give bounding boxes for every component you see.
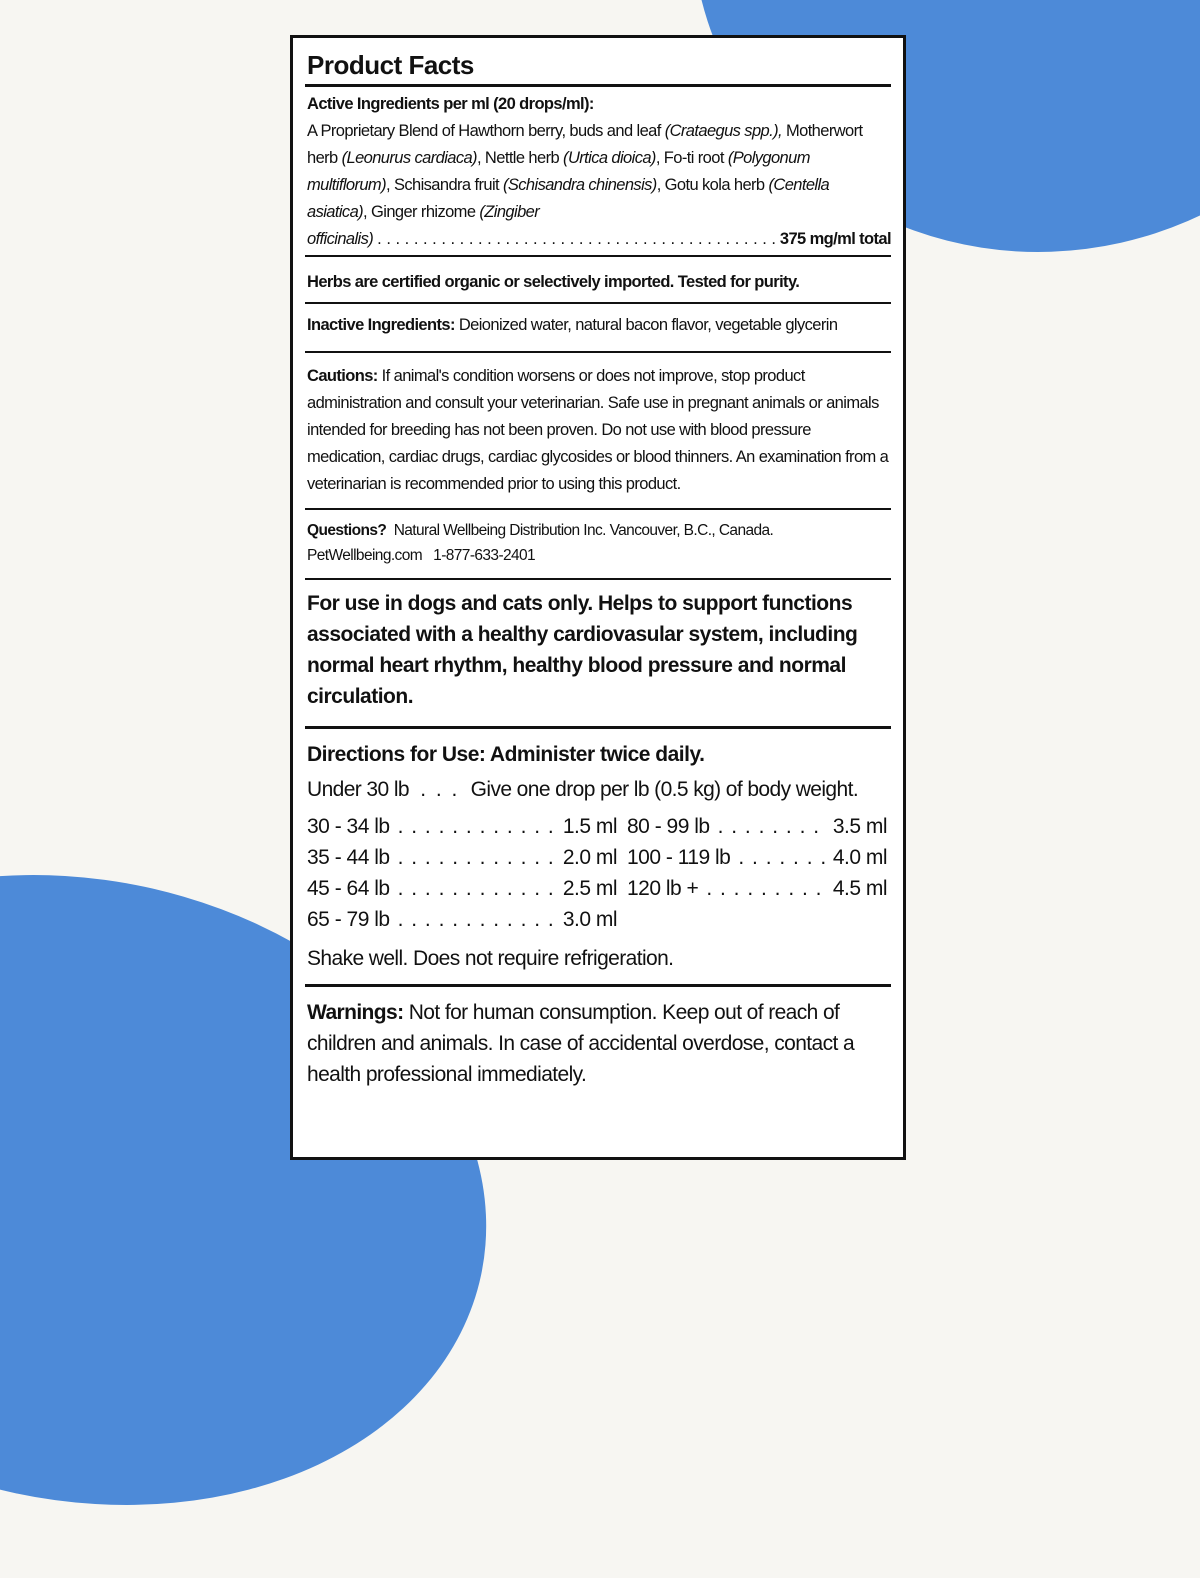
dosage-volume: 2.0 ml	[562, 846, 617, 869]
under-weight-text: Give one drop per lb (0.5 kg) of body weight.	[470, 778, 859, 801]
ingredient-text: , Ginger rhizome	[363, 203, 480, 221]
directions-heading: Directions for Use: Administer twice daily.	[307, 743, 705, 766]
ingredient-text: , Nettle herb	[476, 149, 564, 167]
questions-label: Questions?	[307, 522, 387, 539]
phone-number: 1-877-633-2401	[433, 547, 536, 564]
dosage-table	[307, 811, 891, 935]
divider	[305, 984, 891, 987]
dosage-volume: 4.0 ml	[832, 846, 887, 869]
ingredient-latin: (Polygonum multiflorum)	[307, 149, 810, 194]
dosage-row	[307, 811, 617, 842]
leader-dots	[738, 842, 824, 873]
leader-dots	[398, 842, 555, 873]
inactive-ingredients	[307, 312, 891, 339]
cautions-text: If animal's condition worsens or does not improve, stop product administration and consult your veterinarian. Safe use in pregnant animals or animals intended for breeding has not been proven. Do not use with blood pressure medication, cardiac drugs, cardiac glycosides or blood thinners. An examination from a veterinarian is recommended prior to using this product.	[307, 367, 889, 493]
directions-section	[307, 739, 891, 974]
leader-dots: . . .	[420, 778, 460, 801]
storage-note: Shake well. Does not require refrigeration.	[307, 947, 674, 970]
leader-dots	[398, 811, 555, 842]
warnings	[307, 997, 891, 1090]
label-title: Product Facts	[307, 50, 474, 80]
ingredient-text: Motherwort herb	[307, 122, 863, 167]
dosage-weight: 35 - 44 lb	[307, 846, 390, 869]
ingredient-latin: (Centella asiatica)	[307, 176, 830, 221]
ingredient-latin: (Zingiber	[479, 203, 540, 221]
dosage-row	[307, 904, 617, 935]
questions	[307, 518, 891, 568]
dosage-row	[627, 811, 887, 842]
dosage-weight: 45 - 64 lb	[307, 877, 390, 900]
leader-dots	[706, 873, 824, 904]
use-statement: For use in dogs and cats only. Helps to support functions associated with a healthy cardiovasular system, including normal heart rhythm, healthy blood pressure and normal circulation.	[307, 592, 858, 708]
divider	[305, 726, 891, 729]
dosage-volume: 1.5 ml	[562, 815, 617, 838]
ingredient-latin: (Schisandra chinensis)	[502, 176, 657, 194]
under-weight-row	[307, 774, 891, 805]
ingredient-latin: officinalis)	[307, 230, 374, 248]
under-weight: Under 30 lb	[307, 778, 409, 801]
leader-dots	[377, 226, 776, 253]
dosage-row	[307, 842, 617, 873]
dosage-weight: 100 - 119 lb	[627, 846, 731, 869]
ingredient-latin: (Urtica dioica)	[563, 149, 656, 167]
active-ingredients-section	[307, 91, 891, 253]
cautions-label: Cautions:	[307, 367, 378, 385]
active-total-row	[307, 226, 891, 253]
dosage-row	[307, 873, 617, 904]
dosage-weight: 80 - 99 lb	[627, 815, 710, 838]
ingredient-text: , Schisandra fruit	[385, 176, 503, 194]
product-facts-label	[290, 35, 906, 1160]
warnings-text: Not for human consumption. Keep out of reach of children and animals. In case of accidental overdose, contact a health professional immediately.	[307, 1001, 855, 1086]
leader-dots	[398, 873, 555, 904]
dosage-column-right	[617, 811, 887, 935]
divider	[305, 351, 891, 353]
organic-statement: Herbs are certified organic or selectively imported. Tested for purity.	[307, 273, 800, 291]
dosage-column-left	[307, 811, 617, 935]
active-total: 375 mg/ml total	[779, 230, 891, 248]
dosage-row	[627, 873, 887, 904]
inactive-text: Deionized water, natural bacon flavor, vegetable glycerin	[454, 316, 838, 334]
dosage-volume: 3.0 ml	[562, 908, 617, 931]
dosage-volume: 2.5 ml	[562, 877, 617, 900]
active-ingredients-text	[307, 118, 891, 226]
dosage-weight: 30 - 34 lb	[307, 815, 390, 838]
questions-text: Natural Wellbeing Distribution Inc. Vancouver, B.C., Canada.	[393, 522, 774, 539]
ingredient-text: , Fo-ti root	[655, 149, 728, 167]
divider	[305, 255, 891, 257]
ingredient-latin: (Leonurus cardiaca)	[341, 149, 477, 167]
dosage-weight: 120 lb +	[627, 877, 699, 900]
website-link[interactable]: PetWellbeing.com	[307, 547, 423, 564]
divider	[305, 578, 891, 580]
active-ingredients-heading: Active Ingredients per ml (20 drops/ml):	[307, 95, 594, 113]
dosage-row	[627, 842, 887, 873]
divider	[305, 302, 891, 304]
inactive-label: Inactive Ingredients:	[307, 316, 455, 334]
divider	[305, 508, 891, 510]
cautions	[307, 363, 891, 498]
ingredient-text: , Gotu kola herb	[656, 176, 769, 194]
leader-dots	[398, 904, 555, 935]
ingredient-latin: (Crataegus spp.),	[664, 122, 782, 140]
dosage-volume: 4.5 ml	[832, 877, 887, 900]
dosage-volume: 3.5 ml	[832, 815, 887, 838]
ingredient-text: A Proprietary Blend of Hawthorn berry, buds and leaf	[307, 122, 665, 140]
divider	[305, 84, 891, 87]
warnings-label: Warnings:	[307, 1001, 404, 1024]
dosage-weight: 65 - 79 lb	[307, 908, 390, 931]
leader-dots	[718, 811, 825, 842]
